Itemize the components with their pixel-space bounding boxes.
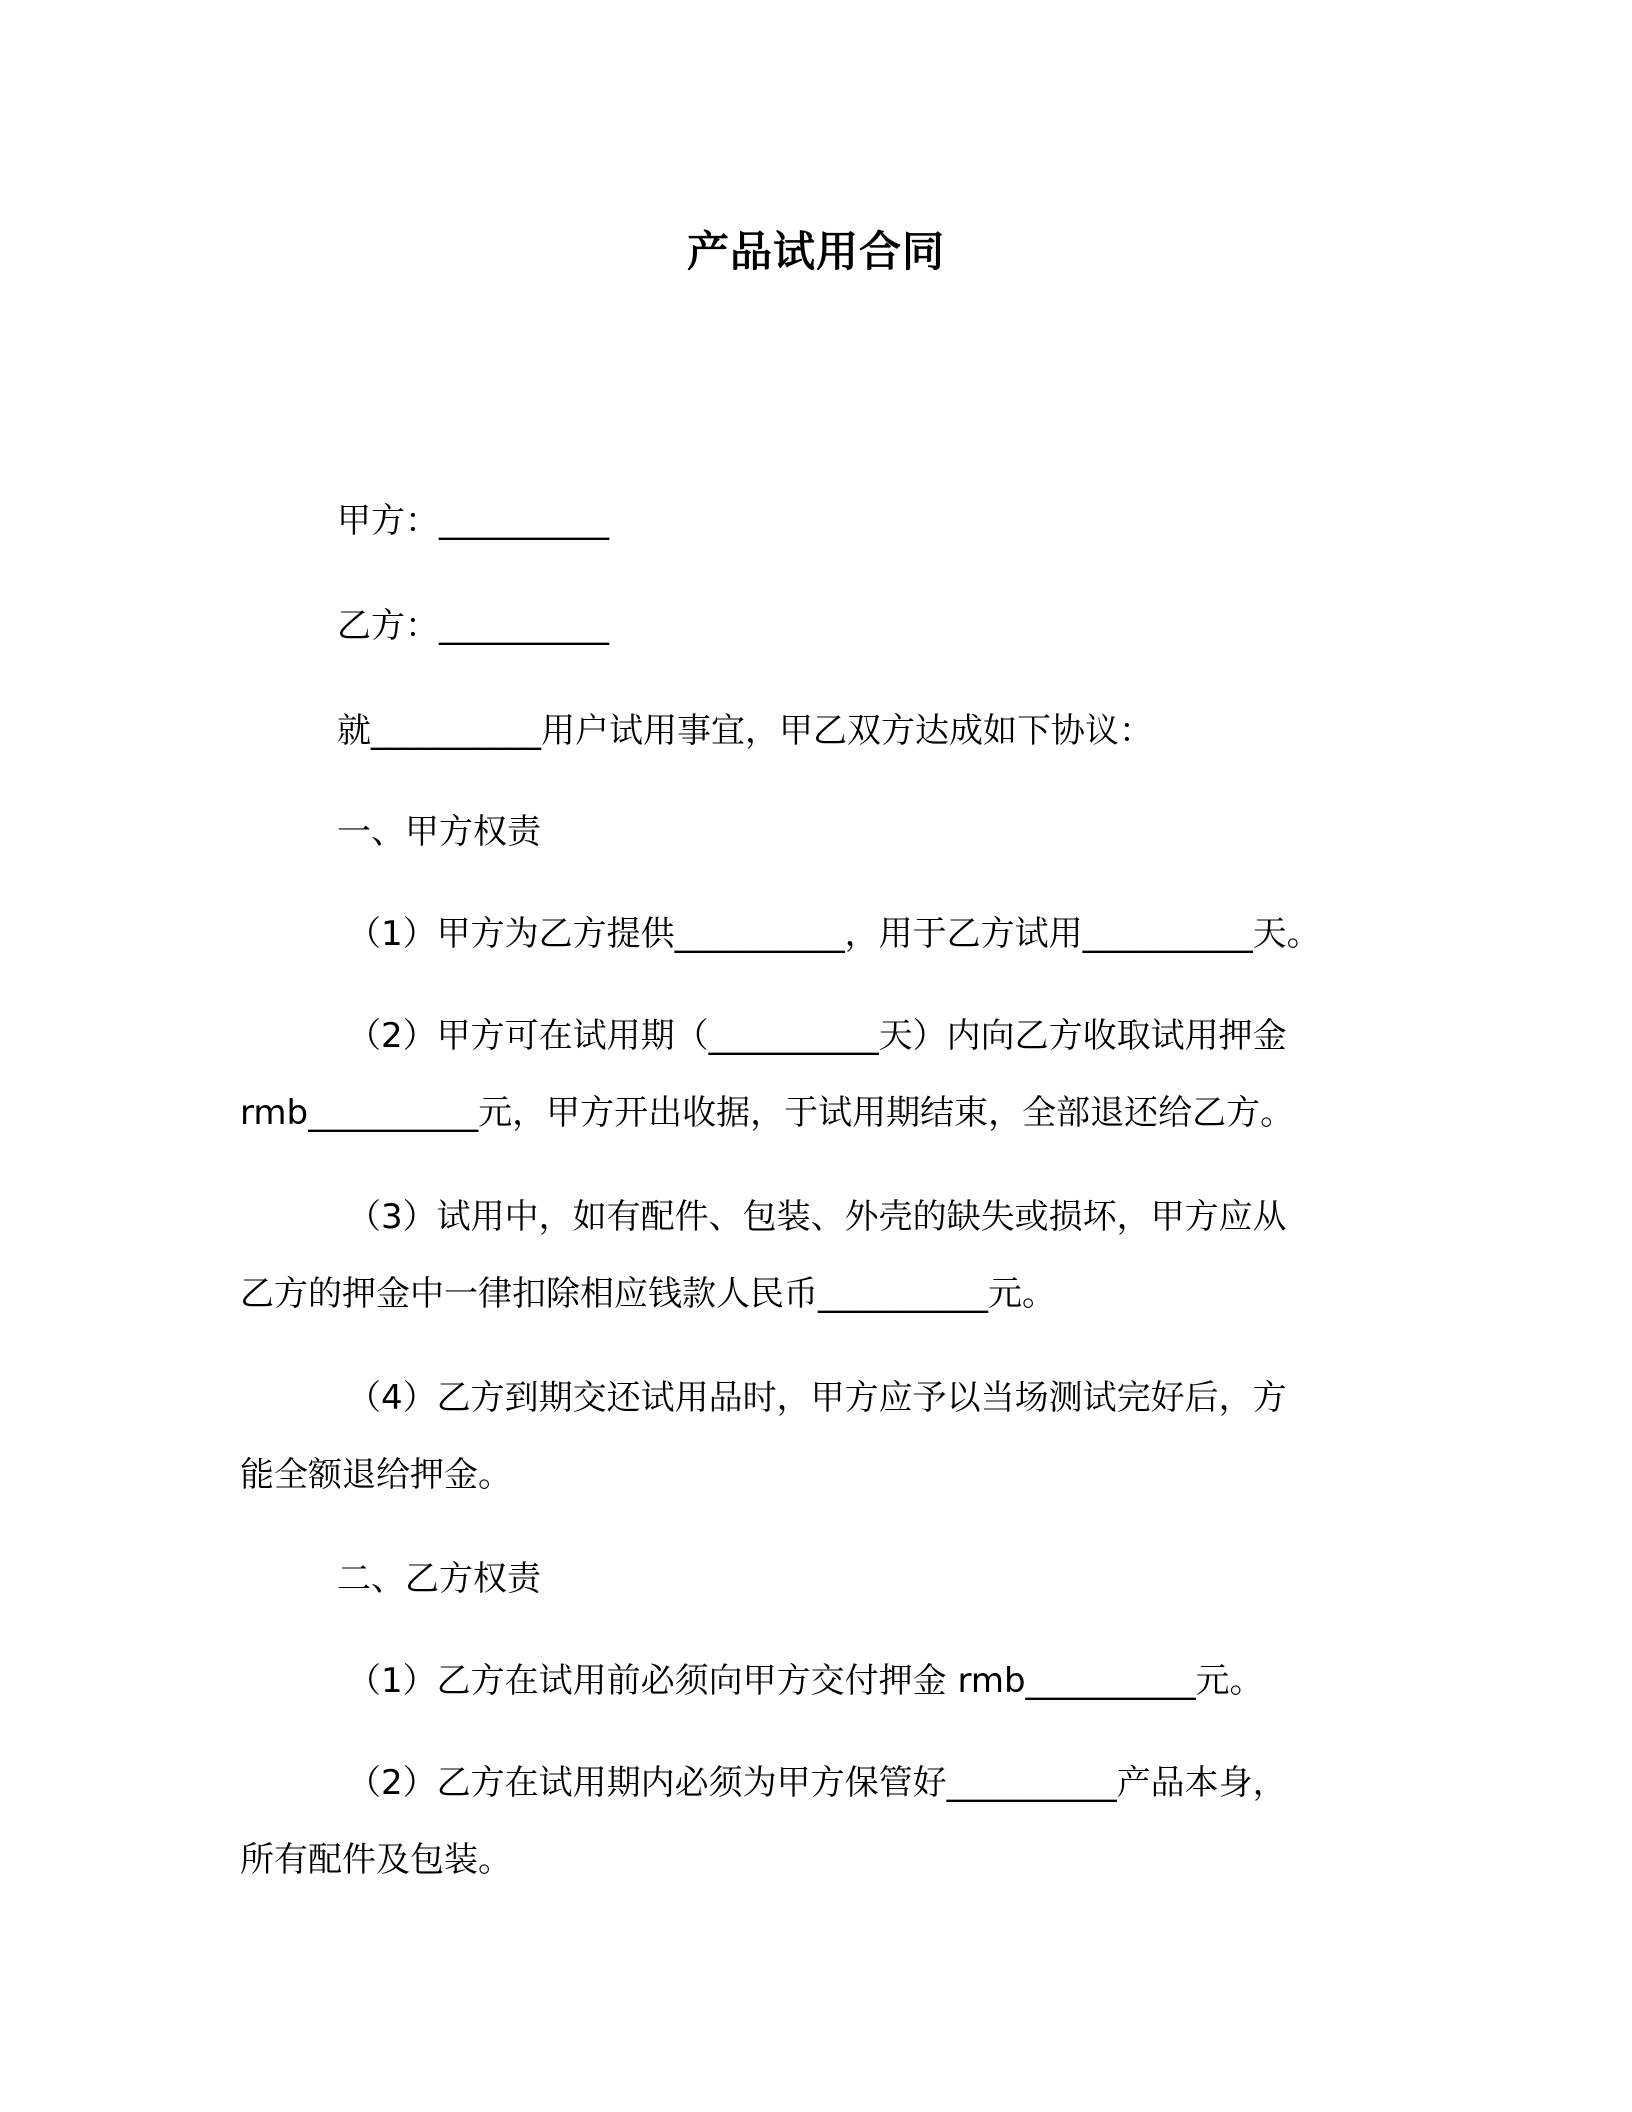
intro-paragraph: 就__________用户试用事宜，甲乙双方达成如下协议：	[337, 711, 1153, 751]
section2-item2-line2: 所有配件及包装。	[240, 1840, 512, 1880]
section2-item1: （1）乙方在试用前必须向甲方交付押金 rmb__________元。	[347, 1661, 1264, 1701]
party-b-line: 乙方：__________	[337, 606, 609, 646]
section1-item4-line2: 能全额退给押金。	[240, 1455, 512, 1495]
section1-item1: （1）甲方为乙方提供__________，用于乙方试用__________天。	[347, 914, 1321, 954]
section1-item3-line2: 乙方的押金中一律扣除相应钱款人民币__________元。	[240, 1274, 1056, 1314]
section1-item3-line1: （3）试用中，如有配件、包装、外壳的缺失或损坏，甲方应从	[347, 1197, 1287, 1237]
section1-item4-line1: （4）乙方到期交还试用品时，甲方应予以当场测试完好后，方	[347, 1378, 1287, 1418]
section2-heading: 二、乙方权责	[337, 1559, 541, 1599]
section1-item2-line2: rmb__________元，甲方开出收据，于试用期结束，全部退还给乙方。	[240, 1093, 1295, 1133]
section1-item2-line1: （2）甲方可在试用期（__________天）内向乙方收取试用押金	[347, 1016, 1287, 1056]
document-title: 产品试用合同	[686, 227, 945, 276]
party-a-line: 甲方：__________	[337, 501, 609, 541]
section1-heading: 一、甲方权责	[337, 812, 541, 852]
section2-item2-line1: （2）乙方在试用期内必须为甲方保管好__________产品本身，	[347, 1763, 1287, 1803]
